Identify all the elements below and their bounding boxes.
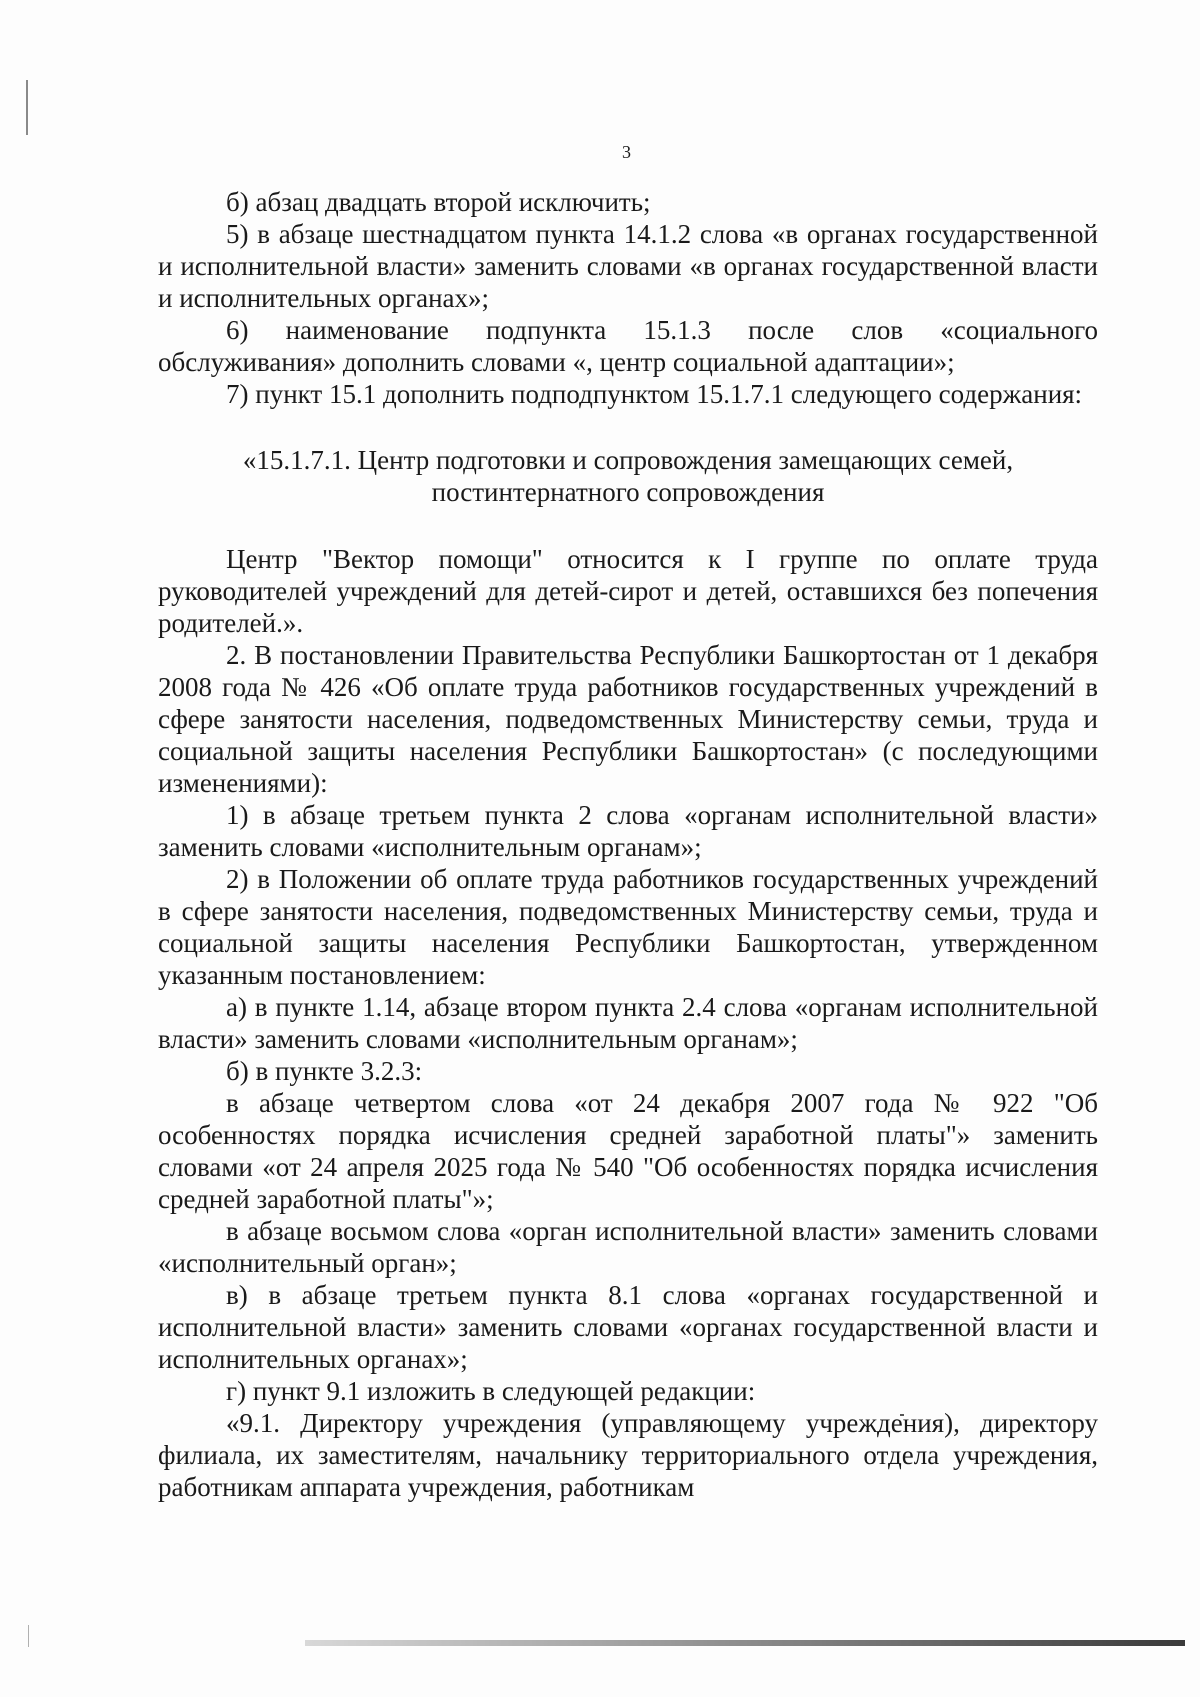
paragraph: Центр "Вектор помощи" относится к I группе по оплате труда руководителей учреждений для детей-сирот и детей, оставшихся без попечения родителей.». [158,544,1098,638]
paragraph: 2) в Положении об оплате труда работников государственных учреждений в сфере занятости населения, подведомственных Министерству семьи, труда и социальной защиты населения Республики Башкортостан, утвержденном указанным постановлением: [158,864,1098,990]
paragraph: а) в пункте 1.14, абзаце втором пункта 2.4 слова «органам исполнительной власти» заменить словами «исполнительным органам»; [158,992,1098,1054]
document-body [158,186,1098,1503]
scan-edge-shadow [305,1640,1185,1646]
section-heading: «15.1.7.1. Центр подготовки и сопровождения замещающих семей, постинтернатного сопровождения [242,445,1014,507]
paragraph: г) пункт 9.1 изложить в следующей редакции: [226,1376,756,1406]
paragraph: «9.1. Директору учреждения (управляющему учреждения), директору филиала, их заместителям, начальнику территориального отдела учреждения, работникам аппарата учреждения, работникам [158,1408,1098,1502]
paragraph: 6) наименование подпункта 15.1.3 после слов «социального обслуживания» дополнить словами «, центр социальной адаптации»; [158,315,1098,377]
paragraph: в абзаце четвертом слова «от 24 декабря 2007 года № 922 "Об особенностях порядка исчисления средней заработной платы"» заменить словами «от 24 апреля 2025 года № 540 "Об особенностях порядка исчисления средней заработной платы"»; [158,1088,1098,1214]
paragraph: б) в пункте 3.2.3: [226,1056,423,1086]
paragraph: 5) в абзаце шестнадцатом пункта 14.1.2 слова «в органах государственной и исполнительной власти» заменить словами «в органах государственной власти и исполнительных органах»; [158,219,1098,313]
page-number: 3 [622,142,631,162]
paragraph: б) абзац двадцать второй исключить; [226,187,651,217]
paragraph: 2. В постановлении Правительства Республики Башкортостан от 1 декабря 2008 года № 426 «Об оплате труда работников государственных учреждений в сфере занятости населения, подведомственных Министерству семьи, труда и социальной защиты населения Республики Башкортостан» (с последующими изменениями): [158,640,1098,798]
paragraph: 1) в абзаце третьем пункта 2 слова «органам исполнительной власти» заменить словами «исполнительным органам»; [158,800,1098,862]
paragraph: в абзаце восьмом слова «орган исполнительной власти» заменить словами «исполнительный орган»; [158,1216,1098,1278]
scan-margin-mark-bottom [28,1625,29,1647]
paragraph: 7) пункт 15.1 дополнить подподпунктом 15.1.7.1 следующего содержания: [226,379,1083,409]
scan-margin-mark [26,80,28,135]
paragraph: в) в абзаце третьем пункта 8.1 слова «органах государственной и исполнительной власти» заменить словами «органах государственной власти и исполнительных органах»; [158,1280,1098,1374]
